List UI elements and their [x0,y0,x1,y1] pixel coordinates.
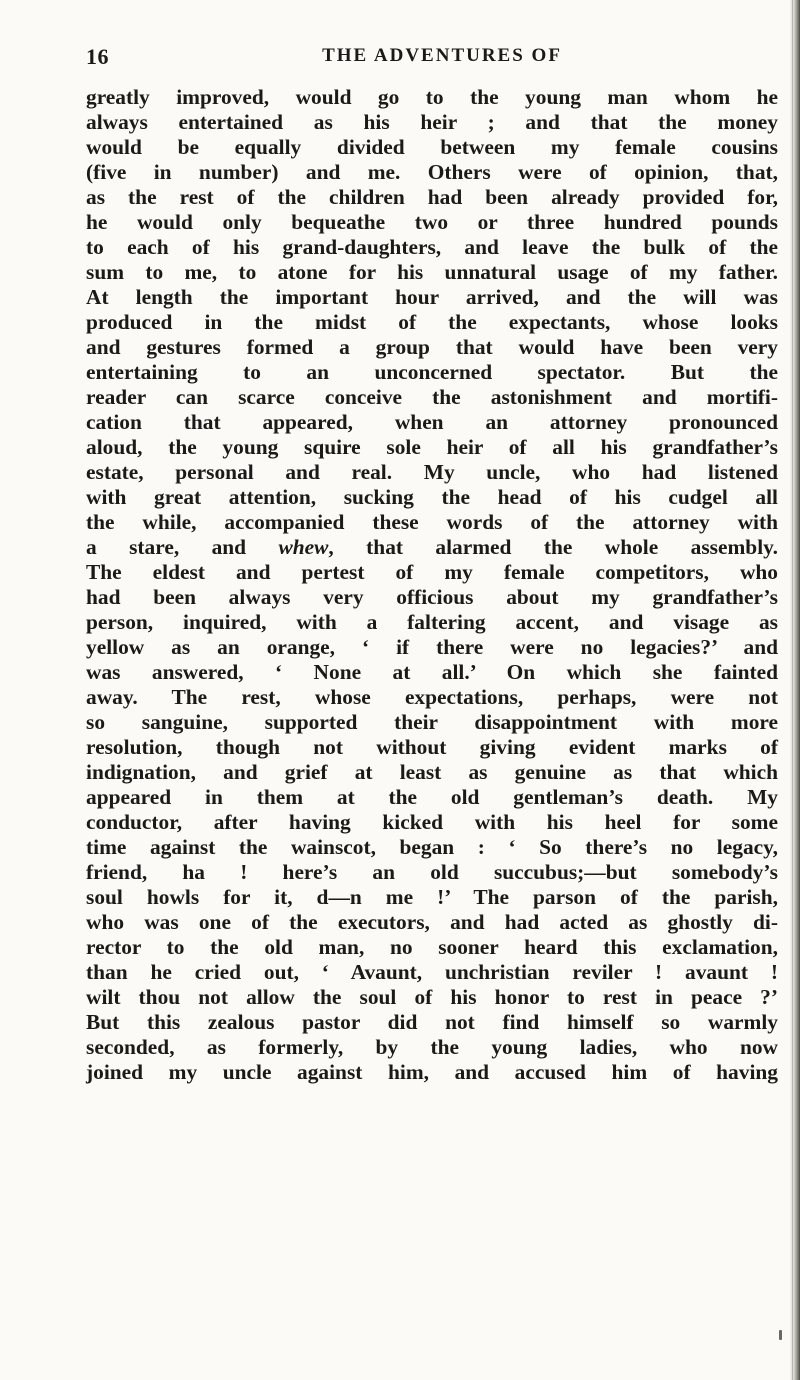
text-line: who was one of the executors, and had acted as ghostly di- [86,910,778,934]
text-line: yellow as an orange, ‘ if there were no legacies?’ and [86,635,778,659]
paper-speck [779,1330,782,1340]
text-line: estate, personal and real. My uncle, who had listened [86,460,778,484]
text-line: person, inquired, with a faltering accent, and visage as [86,610,778,634]
text-line: would be equally divided between my female cousins [86,135,778,159]
text-line: so sanguine, supported their disappointment with more [86,710,778,734]
text-line: to each of his grand-daughters, and leave the bulk of the [86,235,778,259]
text-line: seconded, as formerly, by the young ladies, who now [86,1035,778,1059]
page-edge-shadow [790,0,800,1380]
text-line: joined my uncle against him, and accused him of having [86,1060,778,1084]
text-line: wilt thou not allow the soul of his honor to rest in peace ?’ [86,985,778,1009]
text-line: reader can scarce conceive the astonishment and mortifi- [86,385,778,409]
body-text [86,85,778,1085]
text-line: entertaining to an unconcerned spectator. But the [86,360,778,384]
text-line: rector to the old man, no sooner heard this exclamation, [86,935,778,959]
text-line: the while, accompanied these words of the attorney with [86,510,778,534]
italic-word: whew [278,535,329,559]
text-line: (five in number) and me. Others were of opinion, that, [86,160,778,184]
text-line: The eldest and pertest of my female competitors, who [86,560,778,584]
text-line: as the rest of the children had been already provided for, [86,185,778,209]
page-header [86,44,778,74]
text-line: away. The rest, whose expectations, perhaps, were not [86,685,778,709]
text-line: had been always very officious about my grandfather’s [86,585,778,609]
text-line: and gestures formed a group that would have been very [86,335,778,359]
text-line: greatly improved, would go to the young man whom he [86,85,778,109]
text-line: resolution, though not without giving evident marks of [86,735,778,759]
text-line: produced in the midst of the expectants, whose looks [86,310,778,334]
text-line: time against the wainscot, began : ‘ So there’s no legacy, [86,835,778,859]
text-line: soul howls for it, d—n me !’ The parson of the parish, [86,885,778,909]
text-line: At length the important hour arrived, and the will was [86,285,778,309]
text-line: always entertained as his heir ; and that the money [86,110,778,134]
text-line: with great attention, sucking the head of his cudgel all [86,485,778,509]
text-line: conductor, after having kicked with his heel for some [86,810,778,834]
text-line: a stare, and whew, that alarmed the whole assembly. [86,535,778,559]
text-line: he would only bequeathe two or three hundred pounds [86,210,778,234]
text-line: than he cried out, ‘ Avaunt, unchristian reviler ! avaunt ! [86,960,778,984]
running-head: THE ADVENTURES OF [322,45,562,66]
page-number: 16 [86,44,109,69]
text-line: But this zealous pastor did not find himself so warmly [86,1010,778,1034]
text-line: aloud, the young squire sole heir of all his grandfather’s [86,435,778,459]
text-line: was answered, ‘ None at all.’ On which she fainted [86,660,778,684]
text-line: appeared in them at the old gentleman’s death. My [86,785,778,809]
text-line: friend, ha ! here’s an old succubus;—but somebody’s [86,860,778,884]
text-line: cation that appeared, when an attorney pronounced [86,410,778,434]
text-line: indignation, and grief at least as genuine as that which [86,760,778,784]
text-line: sum to me, to atone for his unnatural usage of my father. [86,260,778,284]
